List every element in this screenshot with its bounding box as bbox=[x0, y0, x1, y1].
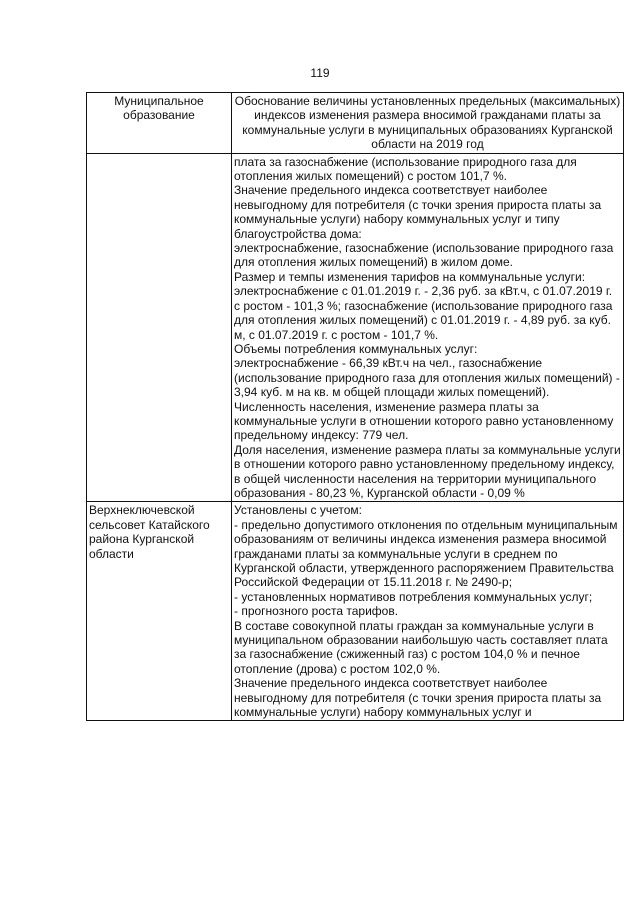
paragraph: Доля населения, изменение размера платы за коммунальные услуги в отношении которого равно установленному предельному индексу, в общей численности населения на территории муниципального образования - 80,23 %, Курганской области - 0,09 % bbox=[234, 442, 621, 500]
paragraph: - прогнозного роста тарифов. bbox=[234, 604, 399, 619]
table-row bbox=[87, 153, 624, 502]
row-municipality bbox=[87, 153, 232, 502]
paragraph: Численность населения, изменение размера платы за коммунальные услуги в отношении которого равно установленному предельному индексу: 779 чел. bbox=[234, 399, 614, 443]
paragraph: Установлены с учетом: bbox=[234, 503, 362, 518]
paragraph: Размер и темпы изменения тарифов на коммунальные услуги: bbox=[234, 269, 586, 284]
table-header-row bbox=[87, 93, 624, 154]
paragraph: электроснабжение - 66,39 кВт.ч на чел., газоснабжение (использование природного газа для отопления жилых помещений) - 3,94 куб. м на кв. м общей площади жилых помещений). bbox=[234, 356, 620, 400]
paragraph: В составе совокупной платы граждан за коммунальные услуги в муниципальном образовании наибольшую часть составляет плата за газоснабжение (сжиженный газ) с ростом 104,0 % и печное отопление (дрова) с ростом 102,0 %. bbox=[234, 618, 608, 676]
paragraph: электроснабжение, газоснабжение (использование природного газа для отопления жилых помещений) в жилом доме. bbox=[234, 241, 614, 270]
paragraph: - предельно допустимого отклонения по отдельным муниципальным образованиям от величины индекса изменения размера вносимой гражданами платы за коммунальные услуги в среднем по Курганской области, утвержденного распоряжением Правительства Российской Федерации от 15.11.2018 г. № 2490-р; bbox=[234, 517, 618, 590]
paragraph: плата за газоснабжение (использование природного газа для отопления жилых помещений) с ростом 101,7 %. bbox=[234, 154, 577, 184]
page-number: 119 bbox=[310, 66, 330, 80]
header-municipality: Муниципальное образование bbox=[87, 93, 232, 154]
justification-table bbox=[86, 92, 624, 721]
paragraph: Значение предельного индекса соответствует наиболее невыгодному для потребителя (с точки зрения прироста платы за коммунальные услуги) набору коммунальных услуг и типу благоустройства дома: bbox=[234, 183, 602, 241]
header-justification: Обоснование величины установленных предельных (максимальных) индексов изменения размера вносимой гражданами платы за коммунальные услуги в муниципальных образованиях Курганской области на 2019 год bbox=[232, 93, 624, 154]
row-municipality: Верхнеключевской сельсовет Катайского района Курганской области bbox=[87, 502, 232, 721]
row-justification bbox=[232, 153, 624, 502]
paragraph: - установленных нормативов потребления коммунальных услуг; bbox=[234, 589, 593, 604]
paragraph: электроснабжение с 01.01.2019 г. - 2,36 руб. за кВт.ч, с 01.07.2019 г. с ростом - 101,3 %; газоснабжение (использование природного газа для отопления жилых помещений) с 01.01.2019 г. - 4,89 руб. за куб. м, с 01.07.2019 г. с ростом - 101,7 %. bbox=[234, 284, 613, 342]
table-row bbox=[87, 502, 624, 721]
row-justification bbox=[232, 502, 624, 721]
paragraph: Значение предельного индекса соответствует наиболее невыгодному для потребителя (с точки зрения прироста платы за коммунальные услуги) набору коммунальных услуг и bbox=[234, 676, 602, 720]
paragraph: Объемы потребления коммунальных услуг: bbox=[234, 341, 478, 356]
